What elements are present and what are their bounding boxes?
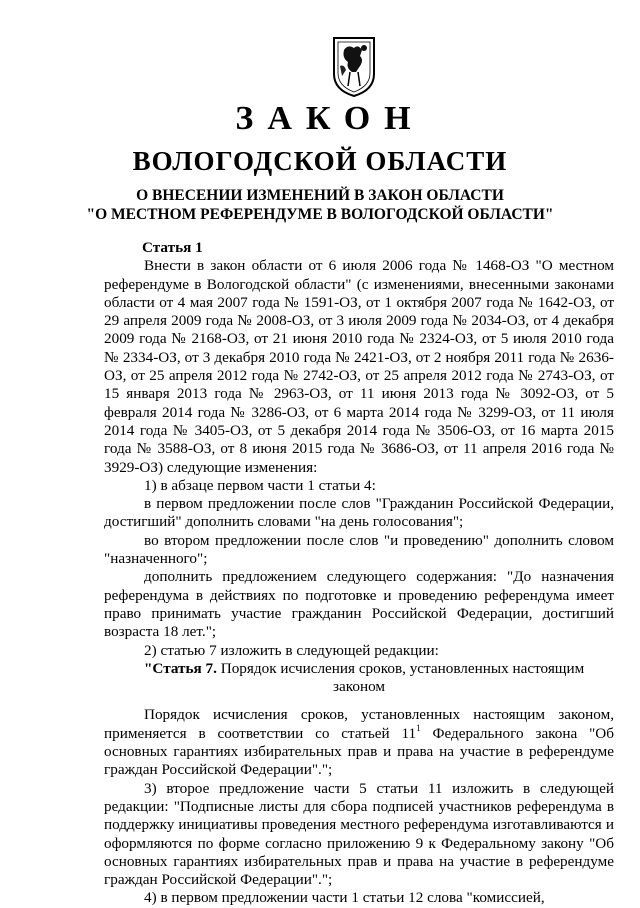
coat-of-arms-emblem	[330, 36, 378, 98]
article-1-heading: Статья 1	[142, 239, 203, 256]
item-1-paragraph-a: в первом предложении после слов "Гражданин Российской Федерации, достигший" дополнить словами "на день голосования";	[104, 495, 614, 531]
item-4: 4) в первом предложении части 1 статьи 12 слова "комиссией,	[144, 889, 545, 907]
article-7-superscript: 1	[416, 722, 421, 733]
article-7-title-line-2: законом	[333, 678, 385, 696]
item-1-paragraph-b: во втором предложении после слов "и проведению" дополнить словом "назначенного";	[104, 531, 614, 568]
item-1: 1) в абзаце первом части 1 статьи 4:	[144, 476, 376, 494]
law-subtitle-line-2: "О МЕСТНОМ РЕФЕРЕНДУМЕ В ВОЛОГОДСКОЙ ОБЛАСТИ"	[86, 206, 554, 223]
article-1-intro: Внести в закон области от 6 июля 2006 года № 1468-ОЗ "О местном референдуме в Вологодской области" (с изменениями, внесенными законами области от 4 мая 2007 года № 1591-ОЗ, от 1 октября 2007 года № 1642-ОЗ, от 29 апреля 2009 года № 2008-ОЗ, от 3 июля 2009 года № 2034-ОЗ, от 4 декабря 2009 года № 2168-ОЗ, от 21 июня 2010 года № 2324-ОЗ, от 5 июля 2010 года № 2334-ОЗ, от 3 декабря 2010 года № 2421-ОЗ, от 2 ноября 2011 года № 2636-ОЗ, от 25 апреля 2012 года № 2742-ОЗ, от 25 апреля 2012 года № 2743-ОЗ, от 15 января 2013 года № 2963-ОЗ, от 11 июня 2013 года № 3092-ОЗ, от 5 февраля 2014 года № 3286-ОЗ, от 6 марта 2014 года № 3299-ОЗ, от 11 июля 2014 года № 3405-ОЗ, от 5 декабря 2014 года № 3506-ОЗ, от 16 марта 2015 года № 3588-ОЗ, от 8 июня 2015 года № 3686-ОЗ, от 11 апреля 2016 года № 3929-ОЗ) следующие изменения:	[104, 257, 614, 476]
item-3: 3) второе предложение части 5 статьи 11 изложить в следующей редакции: "Подписные листы для сбора подписей участников референдума в поддержку инициативы проведения местного референдума изготавливаются и оформляются по форме согласно приложению 9 к Федеральному закону "Об основных гарантиях избирательных прав и права на участие в референдуме граждан Российской Федерации".";	[104, 779, 614, 889]
law-subtitle-line-1: О ВНЕСЕНИИ ИЗМЕНЕНИЙ В ЗАКОН ОБЛАСТИ	[136, 187, 504, 204]
region-title: ВОЛОГОДСКОЙ ОБЛАСТИ	[132, 146, 508, 176]
item-1-paragraph-c: дополнить предложением следующего содержания: "До назначения референдума в действиях по подготовке и проведению референдума имеет право принимать участие гражданин Российской Федерации, достигший возраста 18 лет.";	[104, 568, 614, 641]
article-7-text	[104, 706, 614, 779]
law-title: ЗАКОН	[235, 100, 425, 137]
article-7-text-b: Федерального закона "Об основных гарантиях избирательных прав и права на участие в референдуме граждан Российской Федерации".";	[104, 724, 614, 779]
article-7-label: "Статья 7.	[144, 659, 217, 677]
article-7-text-a: Порядок исчисления сроков, установленных настоящим законом, применяется в соответствии со статьей 11	[104, 706, 614, 742]
item-2: 2) статью 7 изложить в следующей редакции:	[144, 641, 439, 659]
article-7-title	[104, 660, 614, 678]
article-7-title-line-1: Порядок исчисления сроков, установленных настоящим	[220, 659, 585, 677]
law-body	[104, 239, 614, 908]
